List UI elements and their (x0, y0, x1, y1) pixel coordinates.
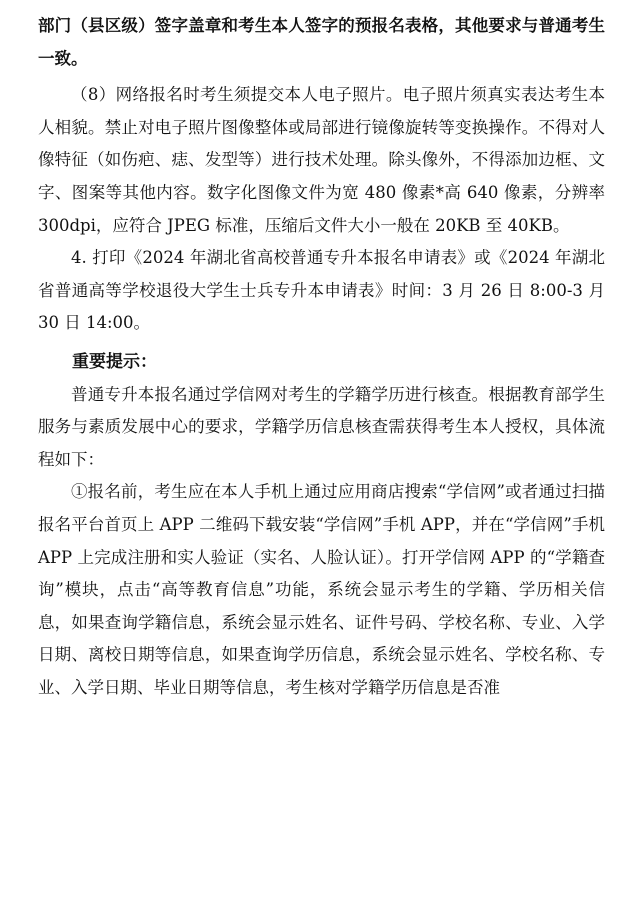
paragraph-print-time: 4. 打印《2024 年湖北省高校普通专升本报名申请表》或《2024 年湖北省普通高等学校退役大学生士兵专升本申请表》时间：3 月 26 日 8:00-3 月 30 日 14:00。 (38, 248, 605, 333)
paragraph-continuation: 部门（县区级）签字盖章和考生本人签字的预报名表格，其他要求与普通考生一致。 (38, 16, 605, 68)
paragraph-verification-intro: 普通专升本报名通过学信网对考生的学籍学历进行核查。根据教育部学生服务与素质发展中心的要求，学籍学历信息核查需获得考生本人授权，具体流程如下： (38, 384, 605, 469)
paragraph-step-one: ①报名前，考生应在本人手机上通过应用商店搜索“学信网”或者通过扫描报名平台首页上 APP 二维码下载安装“学信网”手机 APP，并在“学信网”手机 APP 上完成注册和实人验证（实名、人脸认证）。打开学信网 APP 的“学籍查询”模块，点击“高等教育信息”功能，系统会显示考生的学籍、学历相关信息，如果查询学籍信息，系统会显示姓名、证件号码、学校名称、专业、入学日期、离校日期等信息，如果查询学历信息，系统会显示姓名、学校名称、专业、入学日期、毕业日期等信息，考生核对学籍学历信息是否准 (38, 482, 605, 697)
section-heading: 重要提示： (72, 351, 157, 372)
paragraph-photo-requirements: （8）网络报名时考生须提交本人电子照片。电子照片须真实表达考生本人相貌。禁止对电子照片图像整体或局部进行镜像旋转等变换操作。不得对人像特征（如伤疤、痣、发型等）进行技术处理。除头像外，不得添加边框、文字、图案等其他内容。数字化图像文件为宽 480 像素*高 640 像素，分辨率 300dpi，应符合 JPEG 标准，压缩后文件大小一般在 20KB 至 40KB。 (38, 85, 605, 235)
